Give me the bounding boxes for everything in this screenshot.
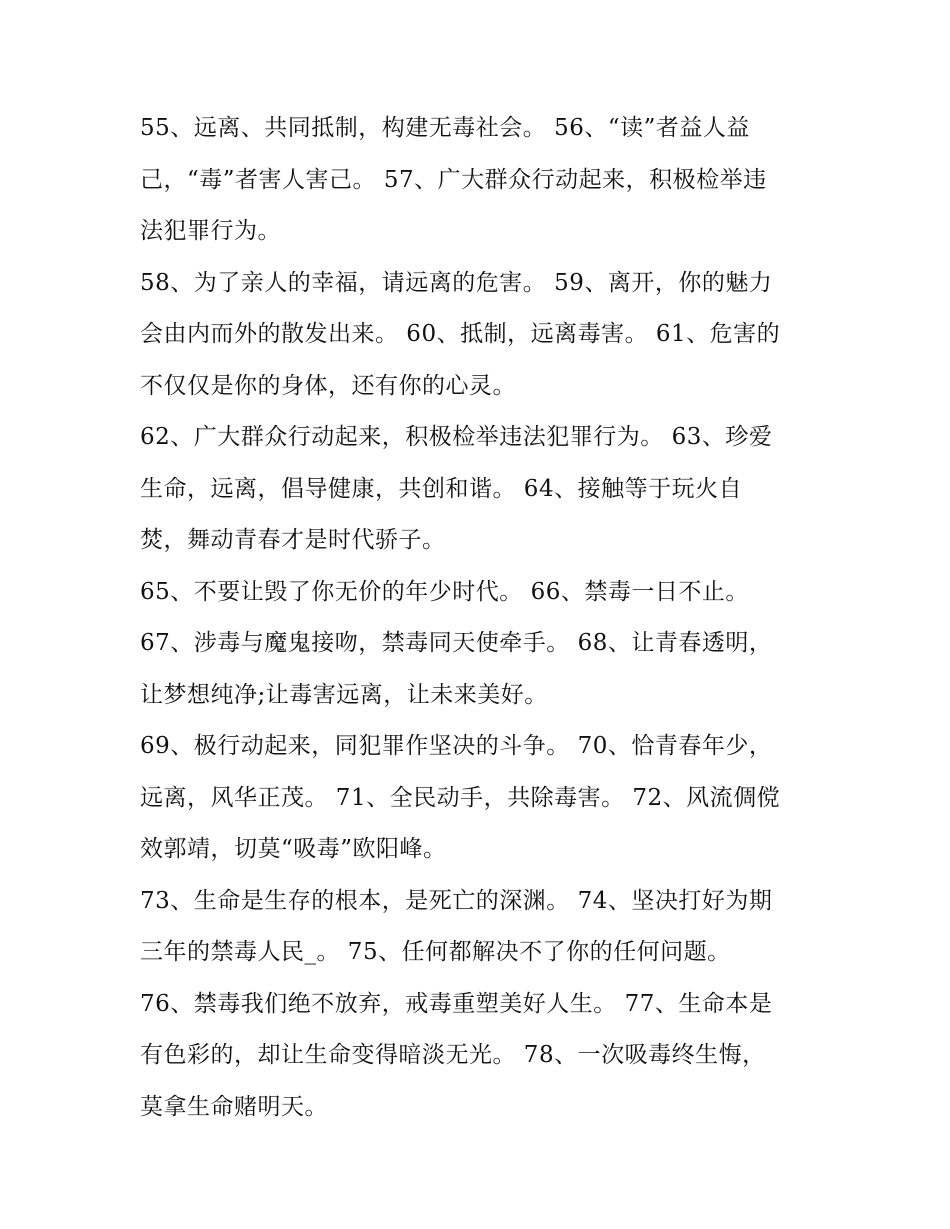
text-line: 73、生命是生存的根本，是死亡的深渊。 74、坚决打好为期 <box>140 887 773 914</box>
paragraph-55-57 <box>140 103 820 258</box>
paragraph-69-72 <box>140 721 820 876</box>
text-line: 莫拿生命赌明天。 <box>140 1093 328 1120</box>
text-line: 生命，远离，倡导健康，共创和谐。 64、接触等于玩火自 <box>140 475 743 502</box>
paragraph-58-61 <box>140 258 820 413</box>
text-line: 65、不要让毁了你无价的年少时代。 66、禁毒一日不止。 <box>140 578 749 605</box>
text-line: 67、涉毒与魔鬼接吻，禁毒同天使牵手。 68、让青春透明， <box>140 630 773 656</box>
paragraph-76-78 <box>140 979 820 1134</box>
text-line: 远离，风华正茂。 71、全民动手，共除毒害。 72、风流倜傥 <box>140 784 781 811</box>
text-line: 会由内而外的散发出来。 60、抵制，远离毒害。 61、危害的 <box>140 321 781 347</box>
paragraph-62-64 <box>140 412 820 567</box>
text-line: 效郭靖，切莫“吸毒”欧阳峰。 <box>140 836 447 862</box>
text-line: 76、禁毒我们绝不放弃，戒毒重塑美好人生。 77、生命本是 <box>140 990 773 1017</box>
text-line: 58、为了亲人的幸福，请远离的危害。 59、离开，你的魅力 <box>140 269 773 296</box>
document-body <box>140 103 820 1133</box>
text-line: 让梦想纯净;让毒害远离，让未来美好。 <box>140 681 548 708</box>
paragraph-67-68 <box>140 618 820 721</box>
paragraph-73-75 <box>140 876 820 979</box>
text-line: 不仅仅是你的身体，还有你的心灵。 <box>140 372 516 399</box>
text-line: 己，“毒”者害人害己。 57、广大群众行动起来，积极检举违 <box>140 166 767 193</box>
text-line: 69、极行动起来，同犯罪作坚决的斗争。 70、恰青春年少， <box>140 733 773 759</box>
text-line: 法犯罪行为。 <box>140 218 281 244</box>
paragraph-65-66 <box>140 567 820 619</box>
text-line: 62、广大群众行动起来，积极检举违法犯罪行为。 63、珍爱 <box>140 424 773 450</box>
text-line: 焚，舞动青春才是时代骄子。 <box>140 527 446 553</box>
text-line: 三年的禁毒人民_。 75、任何都解决不了你的任何问题。 <box>140 939 731 965</box>
text-line: 55、远离、共同抵制，构建无毒社会。 56、“读”者益人益 <box>140 115 750 141</box>
text-line: 有色彩的，却让生命变得暗淡无光。 78、一次吸毒终生悔， <box>140 1042 766 1068</box>
